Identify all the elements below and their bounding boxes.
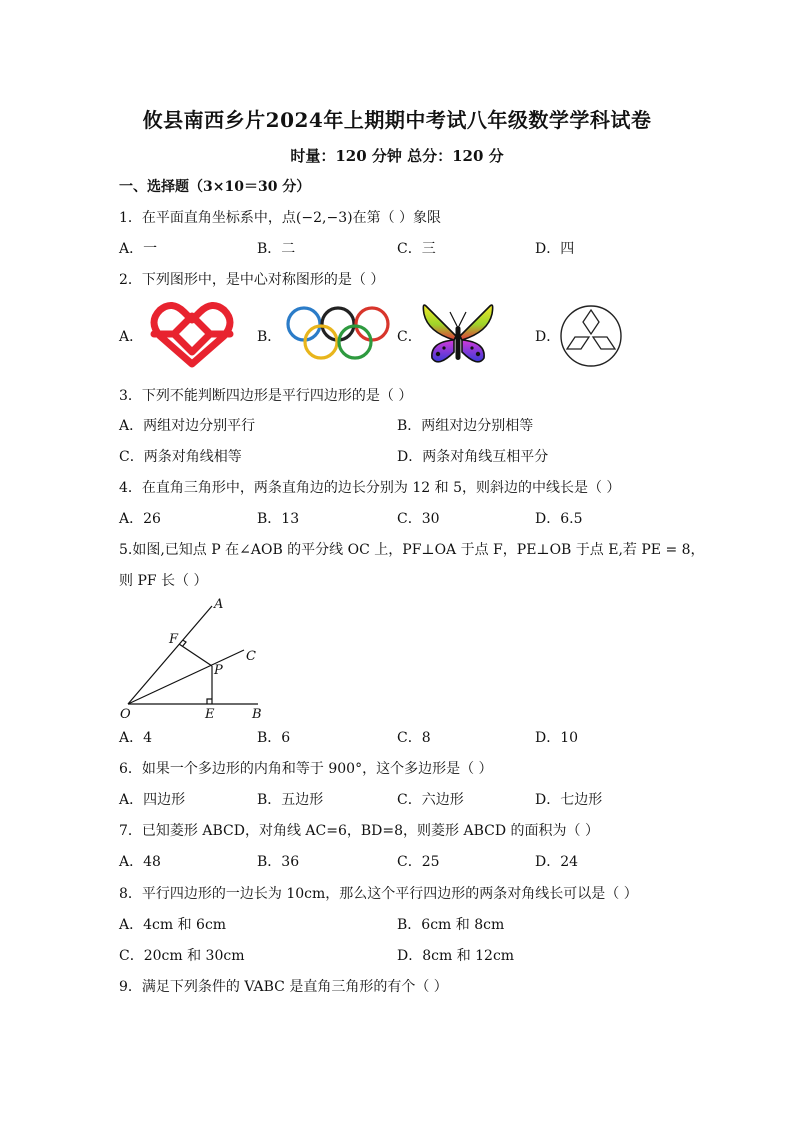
q2-option-d[interactable]: D． [535,329,561,345]
q7-option-c[interactable]: C．25 [397,854,440,870]
q1-option-b[interactable]: B．二 [257,241,296,257]
butterfly-icon[interactable] [420,300,496,368]
china-unicom-knot-icon[interactable] [144,298,240,370]
label-p: P [214,663,223,678]
question-5-line-1: 5.如图,已知点 P 在∠AOB 的平分线 OC 上，PF⊥OA 于点 F，PE⊥OB 于点 E,若 PE = 8， [119,542,705,558]
q8-option-c[interactable]: C．20cm 和 30cm [119,948,245,964]
q2-option-b[interactable]: B． [257,329,282,345]
question-1-pre: 1．在平面直角坐标系中，点 [119,210,296,226]
q8-option-d[interactable]: D．8cm 和 12cm [397,948,515,964]
q1-option-a[interactable]: A．一 [119,241,158,257]
q2-option-c[interactable]: C． [397,329,422,345]
q7-option-d[interactable]: D．24 [535,854,579,870]
q7-option-a[interactable]: A．48 [119,854,161,870]
question-3: 3．下列不能判断四边形是平行四边形的是（ ） [119,388,413,404]
segment-pf [179,644,212,666]
question-4: 4．在直角三角形中，两条直角边的边长分别为 12 和 5，则斜边的中线长是（ ） [119,480,621,496]
ray-oa [128,606,212,704]
section-heading: 一、选择题（3×10＝30 分） [119,179,311,195]
q3-option-c[interactable]: C．两条对角线相等 [119,449,242,465]
label-c: C [246,649,256,664]
label-o: O [120,707,131,722]
right-angle-e [207,699,212,704]
label-b: B [252,707,262,722]
q4-option-a[interactable]: A．26 [119,511,161,527]
ray-oc [128,650,244,704]
q1-option-c[interactable]: C．三 [397,241,436,257]
q5-option-b[interactable]: B．6 [257,730,291,746]
exam-info: 时量：120 分钟 总分：120 分 [290,147,504,165]
q8-option-a[interactable]: A．4cm 和 6cm [119,917,227,933]
q4-option-d[interactable]: D．6.5 [535,511,583,527]
q1-option-d[interactable]: D．四 [535,241,575,257]
question-9: 9．满足下列条件的 VABC 是直角三角形的有个（ ） [119,979,448,995]
q6-option-b[interactable]: B．五边形 [257,792,324,808]
q3-option-b[interactable]: B．两组对边分别相等 [397,418,534,434]
q7-option-b[interactable]: B．36 [257,854,300,870]
question-7: 7．已知菱形 ABCD，对角线 AC=6，BD=8，则菱形 ABCD 的面积为（ ） [119,823,599,839]
q6-option-d[interactable]: D．七边形 [535,792,603,808]
q6-option-c[interactable]: C．六边形 [397,792,464,808]
right-angle-f [183,640,187,646]
question-1-point: (−2,−3) [295,210,353,226]
q4-option-b[interactable]: B．13 [257,511,300,527]
q5-option-d[interactable]: D．10 [535,730,579,746]
q6-option-a[interactable]: A．四边形 [119,792,186,808]
mitsubishi-circle-icon[interactable] [558,304,624,368]
question-5-line-2: 则 PF 长（ ） [119,573,208,589]
q5-option-a[interactable]: A．4 [119,730,153,746]
question-2: 2．下列图形中，是中心对称图形的是（ ） [119,272,385,288]
question-6: 6．如果一个多边形的内角和等于 900°，这个多边形是（ ） [119,761,493,777]
olympic-rings-icon[interactable] [284,304,392,364]
question-8: 8．平行四边形的一边长为 10cm，那么这个平行四边形的两条对角线长可以是（ ） [119,886,638,902]
q4-option-c[interactable]: C．30 [397,511,440,527]
q3-option-d[interactable]: D．两条对角线互相平分 [397,449,549,465]
q2-option-a[interactable]: A． [119,329,144,345]
label-a: A [214,597,224,612]
q5-option-c[interactable]: C．8 [397,730,431,746]
question-1 [119,207,441,227]
angle-bisector-figure [112,594,272,722]
label-f: F [169,632,179,647]
q8-option-b[interactable]: B．6cm 和 8cm [397,917,505,933]
label-e: E [205,707,215,722]
page-title: 攸县南西乡片2024年上期期中考试八年级数学学科试卷 [142,108,652,132]
q3-option-a[interactable]: A．两组对边分别平行 [119,418,256,434]
question-1-post: 在第（ ）象限 [352,210,442,226]
